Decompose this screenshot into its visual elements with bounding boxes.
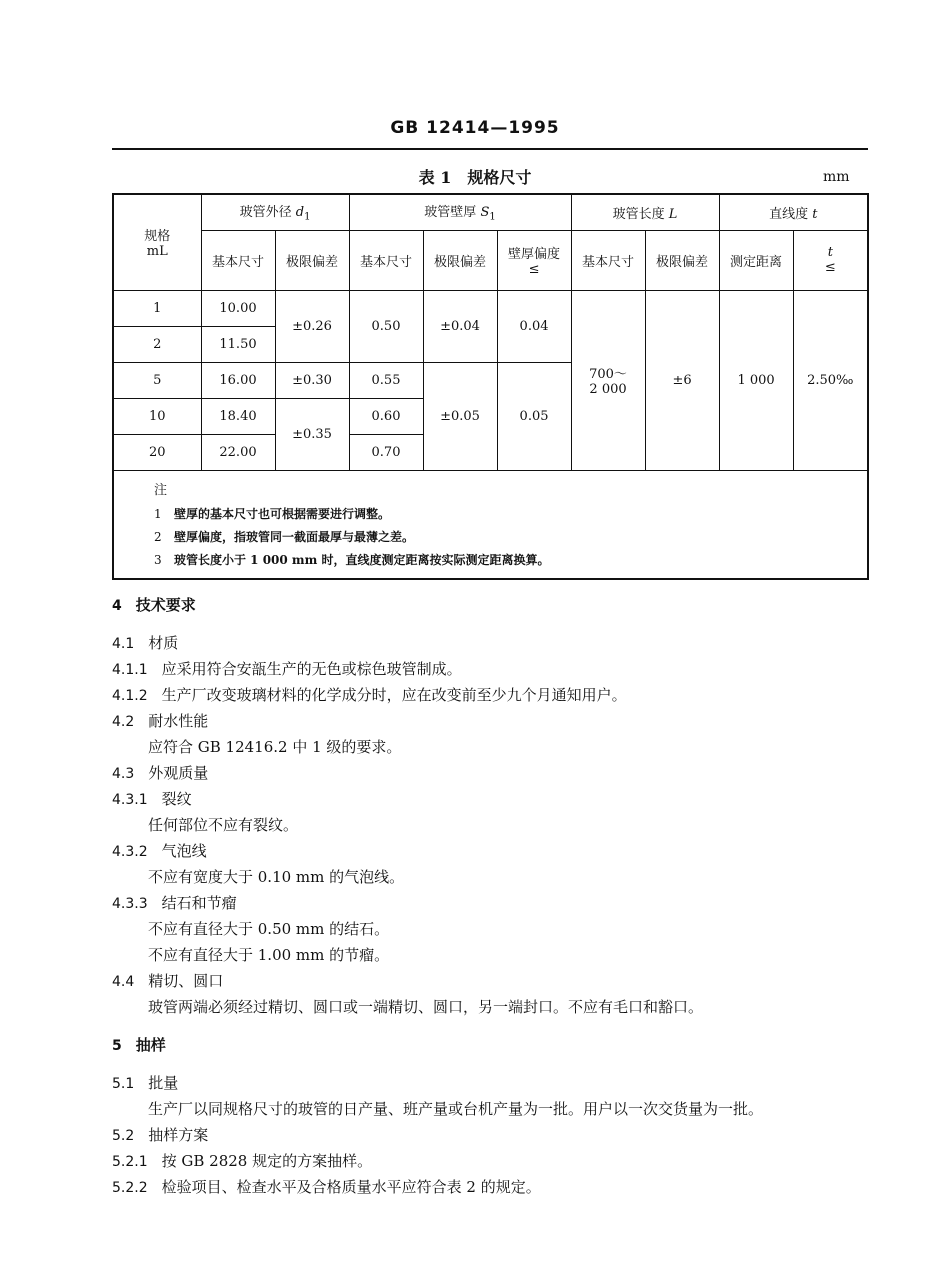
cell-length-dev: ±6 [645,290,719,470]
header-rule [112,148,868,150]
header-outer-diameter [201,194,349,230]
header-spec [113,194,201,290]
clause-text: 检验项目、检查水平及合格质量水平应符合表 2 的规定。 [161,1178,541,1196]
table-unit: mm [823,169,850,185]
section-heading [112,1032,872,1058]
table-notes [113,470,868,579]
header-wall [349,194,571,230]
cell-wall-variation: 0.04 [497,290,571,362]
cell-length-basic [571,290,645,470]
cell-length-basic-line1: 700～ [589,367,627,382]
cell-od-dev: ±0.26 [275,290,349,362]
clause-number: 4.3.1 [112,792,148,808]
clause-text: 抽样方案 [148,1126,209,1144]
sub-header-wall-variation [497,230,571,290]
clause-text: 不应有直径大于 1.00 mm 的节瘤。 [148,946,390,964]
cell-spec: 20 [113,434,201,470]
clause-number: 4.3.3 [112,896,148,912]
table-row [113,290,868,326]
clause-text: 耐水性能 [148,712,209,730]
paragraph [112,994,872,1020]
clause-text: 外观质量 [148,764,209,782]
header-wall-sub: 1 [489,212,496,224]
cell-od-dev: ±0.30 [275,362,349,398]
header-spec-label: 规格 [144,229,171,245]
notes-title: 注 [154,482,168,498]
header-length-symbol: L [668,206,678,222]
cell-od: 18.40 [201,398,275,434]
clause-text: 按 GB 2828 规定的方案抽样。 [161,1152,373,1170]
clause-number: 5 [112,1038,122,1054]
header-spec-unit: mL [146,244,168,260]
sub-header-measure-distance: 测定距离 [719,230,793,290]
clause-heading [112,1122,872,1148]
clause-number: 4.4 [112,974,135,990]
clause-text: 不应有直径大于 0.50 mm 的结石。 [148,920,390,938]
clause-number: 5.2.2 [112,1180,148,1196]
cell-od: 11.50 [201,326,275,362]
clause-heading [112,890,872,916]
cell-od: 22.00 [201,434,275,470]
clause-text: 不应有宽度大于 0.10 mm 的气泡线。 [148,868,405,886]
clause-heading [112,1070,872,1096]
header-outer-diameter-symbol: d [295,205,305,221]
paragraph [112,812,872,838]
clause-number: 5.2 [112,1128,135,1144]
paragraph [112,942,872,968]
cell-spec: 2 [113,326,201,362]
clause-text: 生产厂以同规格尺寸的玻管的日产量、班产量或台机产量为一批。用户以一次交货量为一批。 [148,1100,764,1118]
header-wall-symbol: S [480,205,490,221]
clause-heading [112,656,872,682]
cell-od-dev: ±0.35 [275,398,349,470]
clause-heading [112,630,872,656]
clause-text: 应符合 GB 12416.2 中 1 级的要求。 [148,738,402,756]
note-number: 2 [154,529,162,544]
header-straightness-label: 直线度 [769,206,809,222]
paragraph [112,864,872,890]
clause-text: 精切、圆口 [148,972,224,990]
sub-header-wall-basic: 基本尺寸 [349,230,423,290]
note-text: 玻管长度小于 1 000 mm 时，直线度测定距离按实际测定距离换算。 [174,552,550,567]
clause-text: 应采用符合安瓿生产的无色或棕色玻管制成。 [161,660,462,678]
clause-number: 5.2.1 [112,1154,148,1170]
sub-header-t-leq: ≤ [824,260,836,275]
sub-header-wall-variation-label: 壁厚偏度 [508,247,561,262]
cell-wall: 0.55 [349,362,423,398]
clause-number: 4 [112,598,122,614]
clause-text: 抽样 [135,1036,166,1054]
clause-number: 4.3.2 [112,844,148,860]
clause-heading [112,708,872,734]
cell-wall: 0.50 [349,290,423,362]
clause-number: 5.1 [112,1076,135,1092]
clause-text: 材质 [148,634,179,652]
cell-wall-dev: ±0.05 [423,362,497,470]
sub-header-od-basic: 基本尺寸 [201,230,275,290]
sub-header-wall-variation-leq: ≤ [528,262,540,277]
cell-wall: 0.70 [349,434,423,470]
sub-header-t-symbol: t [827,245,833,260]
table-caption: 表 1 规格尺寸 [418,168,532,187]
clause-heading [112,968,872,994]
header-length [571,194,719,230]
clause-text: 生产厂改变玻璃材料的化学成分时，应在改变前至少九个月通知用户。 [161,686,627,704]
sub-header-length-basic: 基本尺寸 [571,230,645,290]
cell-wall-variation: 0.05 [497,362,571,470]
paragraph [112,1096,872,1122]
header-straightness-symbol: t [812,206,818,222]
cell-spec: 10 [113,398,201,434]
cell-straightness: 2.50‰ [793,290,868,470]
section-gap [112,1020,872,1032]
spec-table [112,193,869,580]
header-outer-diameter-sub: 1 [304,212,311,224]
header-outer-diameter-label: 玻管外径 [239,205,292,221]
clause-heading [112,1148,872,1174]
sub-header-length-dev: 极限偏差 [645,230,719,290]
clause-text: 任何部位不应有裂纹。 [148,816,299,834]
cell-od: 10.00 [201,290,275,326]
page-header-standard-number: GB 12414—1995 [390,118,560,138]
section-heading [112,592,872,618]
clause-heading [112,838,872,864]
clause-heading [112,760,872,786]
note-text: 壁厚的基本尺寸也可根据需要进行调整。 [174,506,391,521]
cell-od: 16.00 [201,362,275,398]
section-gap [112,1058,872,1070]
clause-text: 气泡线 [161,842,207,860]
paragraph [112,916,872,942]
section-gap [112,618,872,630]
cell-wall-dev: ±0.04 [423,290,497,362]
paragraph [112,734,872,760]
clause-heading [112,1174,872,1200]
clause-heading [112,786,872,812]
sub-header-t [793,230,868,290]
clause-number: 4.1 [112,636,135,652]
cell-length-basic-line2: 2 000 [589,382,627,397]
clause-text: 裂纹 [161,790,192,808]
document-body [112,592,872,1200]
clause-number: 4.1.2 [112,688,148,704]
clause-number: 4.2 [112,714,135,730]
clause-heading [112,682,872,708]
cell-spec: 1 [113,290,201,326]
note-item [154,503,867,526]
clause-number: 4.1.1 [112,662,148,678]
clause-text: 玻管两端必须经过精切、圆口或一端精切、圆口，另一端封口。不应有毛口和豁口。 [148,998,704,1016]
note-item [154,526,867,549]
note-number: 3 [154,552,162,567]
sub-header-od-dev: 极限偏差 [275,230,349,290]
clause-text: 批量 [148,1074,179,1092]
header-wall-label: 玻管壁厚 [424,205,477,221]
cell-wall: 0.60 [349,398,423,434]
cell-spec: 5 [113,362,201,398]
note-text: 壁厚偏度，指玻管同一截面最厚与最薄之差。 [174,529,415,544]
clause-text: 结石和节瘤 [161,894,237,912]
clause-text: 技术要求 [135,596,196,614]
cell-measure-distance: 1 000 [719,290,793,470]
header-straightness [719,194,868,230]
note-item [154,549,867,572]
sub-header-wall-dev: 极限偏差 [423,230,497,290]
clause-number: 4.3 [112,766,135,782]
note-number: 1 [154,506,162,521]
header-length-label: 玻管长度 [612,206,665,222]
